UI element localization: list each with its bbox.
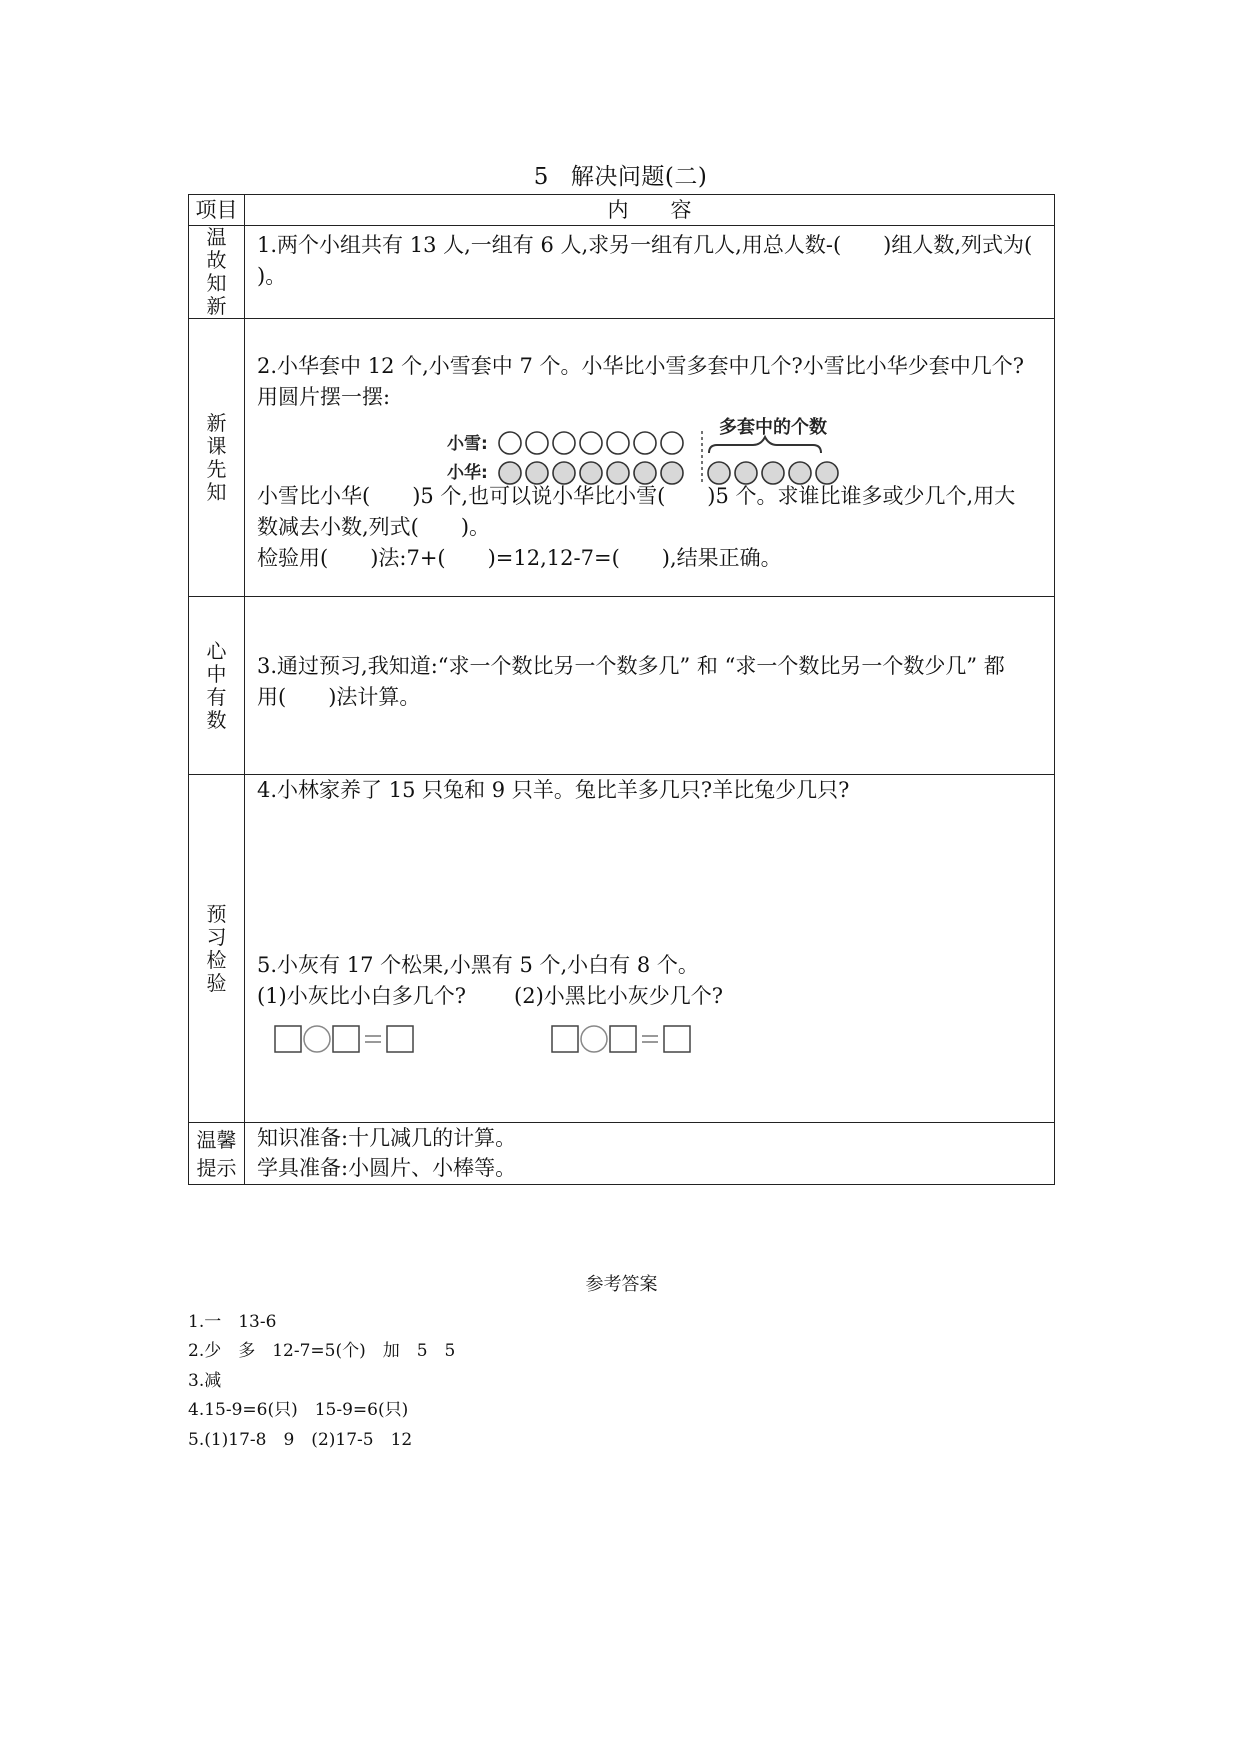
extra-circle <box>762 462 784 484</box>
empty-circle <box>526 432 548 454</box>
circle-comparison-figure <box>257 415 1042 481</box>
answer-box <box>552 1026 578 1052</box>
q5-subquestions <box>257 981 1042 1012</box>
row-label-new-lesson: 新课先知 <box>206 410 227 504</box>
brace <box>709 437 821 453</box>
extra-circle <box>735 462 757 484</box>
row-label-tips: 温馨提示 <box>196 1127 237 1180</box>
tip-line-1: 知识准备:十几减几的计算。 <box>257 1126 517 1150</box>
q5-text: 5.小灰有 17 个松果,小黑有 5 个,小白有 8 个。 <box>257 953 699 977</box>
row-label-xiaoxue: 小雪: <box>447 434 488 454</box>
q4-answer-space <box>257 806 1042 950</box>
operator-circle <box>581 1026 607 1052</box>
row-label-understanding: 心中有数 <box>206 638 227 732</box>
header-content: 内 容 <box>245 195 1055 226</box>
extra-circle <box>708 462 730 484</box>
answer-2: 2.少 多 12-7=5(个) 加 5 5 <box>188 1341 456 1361</box>
answer-4: 4.15-9=6(只) 15-9=6(只) <box>188 1400 409 1420</box>
answer-3: 3.减 <box>188 1370 222 1391</box>
equation-1 <box>275 1026 413 1052</box>
equation-2 <box>552 1026 690 1052</box>
lesson-title: 解决问题(二) <box>570 164 708 190</box>
row-new-lesson <box>189 319 1055 597</box>
row-preview-check <box>189 775 1055 1123</box>
row-label-xiaohua: 小华: <box>447 463 488 483</box>
header-row <box>189 195 1055 226</box>
row-tips <box>189 1123 1055 1185</box>
answer-key-title: 参考答案 <box>585 1274 658 1295</box>
page-title <box>0 158 1241 191</box>
q3-line-1: 3.通过预习,我知道:“求一个数比另一个数多几” 和 “求一个数比另一个数少几” 都 <box>257 654 1005 678</box>
empty-circle <box>499 432 521 454</box>
extra-circle <box>816 462 838 484</box>
q5-sub1: (1)小灰比小白多几个? <box>257 984 467 1008</box>
row-understanding <box>189 597 1055 775</box>
equation-boxes <box>257 1012 1042 1072</box>
operator-circle <box>304 1026 330 1052</box>
answer-box <box>610 1026 636 1052</box>
filled-circle <box>661 462 683 484</box>
empty-circle <box>661 432 683 454</box>
answer-box <box>387 1026 413 1052</box>
filled-circle <box>634 462 656 484</box>
tip-line-2: 学具准备:小圆片、小棒等。 <box>257 1156 517 1180</box>
q3-line-2: 用( )法计算。 <box>257 685 421 709</box>
lesson-number: 5 <box>533 164 549 190</box>
q2-line-3: 小雪比小华( )5 个,也可以说小华比小雪( )5 个。求谁比谁多或少几个,用大 <box>257 484 1016 508</box>
filled-circle <box>607 462 629 484</box>
row-label-preview-check: 预习检验 <box>206 901 227 995</box>
header-item: 项目 <box>189 195 245 226</box>
filled-circle <box>580 462 602 484</box>
xiaoxue-circles <box>499 432 683 454</box>
brace-label: 多套中的个数 <box>719 417 827 438</box>
empty-circle <box>580 432 602 454</box>
extra-circle <box>789 462 811 484</box>
q5-sub2: (2)小黑比小灰少几个? <box>514 984 724 1008</box>
filled-circle <box>526 462 548 484</box>
row-label-review: 温故知新 <box>206 225 227 318</box>
q1-line-2: )。 <box>257 264 287 288</box>
answer-box <box>664 1026 690 1052</box>
q2-line-1: 2.小华套中 12 个,小雪套中 7 个。小华比小雪多套中几个?小雪比小华少套中几个? <box>257 354 1025 378</box>
worksheet-table <box>188 194 1055 1185</box>
filled-circle <box>499 462 521 484</box>
filled-circle <box>553 462 575 484</box>
q2-line-2: 用圆片摆一摆: <box>257 385 391 409</box>
circles-svg <box>257 415 957 485</box>
answer-1: 1.一 13-6 <box>188 1311 277 1332</box>
q1-line-1: 1.两个小组共有 13 人,一组有 6 人,求另一组有几人,用总人数-( )组人数,列式为( <box>257 233 1033 257</box>
row-review <box>189 226 1055 319</box>
q2-line-4: 数减去小数,列式( )。 <box>257 515 491 539</box>
equation-boxes-svg <box>257 1012 757 1062</box>
empty-circle <box>553 432 575 454</box>
answer-key <box>188 1270 1055 1455</box>
empty-circle <box>607 432 629 454</box>
answer-5: 5.(1)17-8 9 (2)17-5 12 <box>188 1429 413 1450</box>
xiaohua-circles <box>499 462 838 484</box>
empty-circle <box>634 432 656 454</box>
q4-text: 4.小林家养了 15 只兔和 9 只羊。兔比羊多几只?羊比兔少几只? <box>257 778 850 802</box>
answer-box <box>333 1026 359 1052</box>
q2-line-5: 检验用( )法:7+( )=12,12-7=( ),结果正确。 <box>257 546 782 570</box>
answer-box <box>275 1026 301 1052</box>
